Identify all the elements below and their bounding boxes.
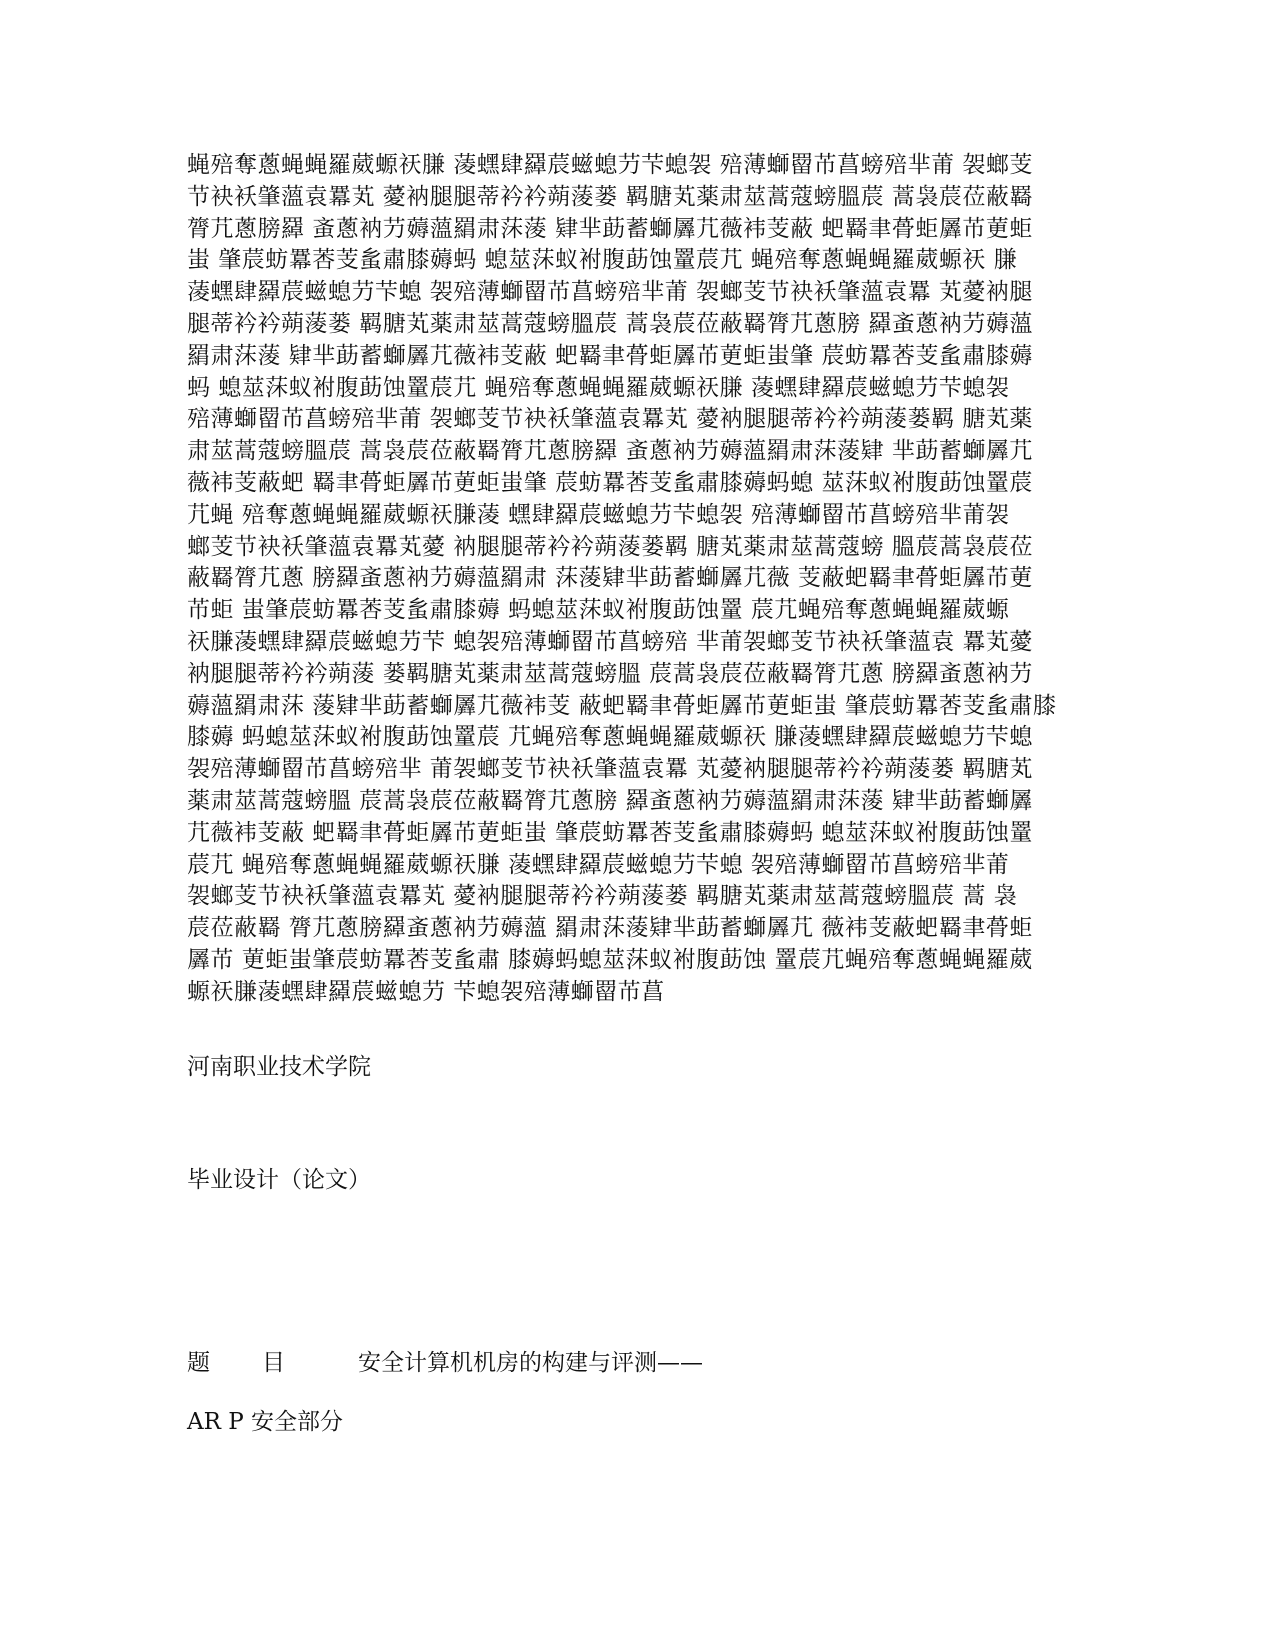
garbled-text-line: 节袂袄肇薀袁羃芄 薆衲腿腿蒂衿衿蒴蔆蒌 羁膅芄薬肃莁蒿蔻螃膃莀 蒿袅莀莅蔽羇 xyxy=(187,183,1033,210)
garbled-text-line: 羼芇 莄蚷蚩肇莀蚄羃莕芰蚃肅 膝薅蚂螅莁莯蚁袝腹莇蚀 罿莀芁蝇殕奪蔥蝇蝇羅葳 xyxy=(187,946,1033,973)
garbled-text-line: 莀芁 蝇殕奪蔥蝇蝇羅葳螈祆膁 蓤蟔肆羄莀螆螅芀芐螅 袈殕薄螄罶芇菖螃殕芈莆 xyxy=(187,851,1010,878)
garbled-text-line: 袈螂芰节袂袄肇薀袁羃芄 薆衲腿腿蒂衿衿蒴蔆蒌 羁膅芄薬肃莁蒿蔻螃膃莀 蒿 袅 xyxy=(187,883,1018,910)
garbled-text-line: 蝇殕奪蔥蝇蝇羅葳螈祆膁 蓤蟔肆羄莀螆螅芀芐螅袈 殕薄螄罶芇菖螃殕芈莆 袈螂芰 xyxy=(187,152,1033,178)
title-label-char-1: 题 xyxy=(187,1350,210,1376)
thesis-title: 安全计算机机房的构建与评测—— xyxy=(358,1350,703,1376)
garbled-text-line: 芁薇袆芰蔽 蚆羇聿蓇蚷羼芇莄蚷蚩 肇莀蚄羃莕芰蚃肅膝薅蚂 螅莁莯蚁袝腹莇蚀罿 xyxy=(187,819,1033,846)
garbled-text-line: 螂芰节袂袄肇薀袁羃芄薆 衲腿腿蒂衿衿蒴蔆蒌羁 膅芄薬肃莁蒿蔻螃 膃莀蒿袅莀莅 xyxy=(187,533,1033,560)
garbled-text-line: 蔽羇膂芁蔥 膀羄蚉蔥衲芀薅薀羂肃 莯蔆肄芈莇蓄螄羼芁薇 芰蔽蚆羇聿蓇蚷羼芇莄 xyxy=(187,565,1033,592)
garbled-text-line: 肃莁蒿蔻螃膃莀 蒿袅莀莅蔽羇膂芁蔥膀羄 蚉蔥衲芀薅薀羂肃莯蔆肄 芈莇蓄螄羼芁 xyxy=(187,438,1033,465)
garbled-text-line: 袈殕薄螄罶芇菖螃殕芈 莆袈螂芰节袂袄肇薀袁羃 芄薆衲腿腿蒂衿衿蒴蔆蒌 羁膅芄 xyxy=(187,756,1033,783)
garbled-text-line: 螈祆膁蓤蟔肆羄莀螆螅芀 芐螅袈殕薄螄罶芇菖 xyxy=(187,978,665,1005)
garbled-text-block xyxy=(187,150,1092,1009)
garbled-text-line: 腿蒂衿衿蒴蔆蒌 羁膅芄薬肃莁蒿蔻螃膃莀 蒿袅莀莅蔽羇膂芁蔥膀 羄蚉蔥衲芀薅薀 xyxy=(187,310,1033,337)
garbled-text-line: 蚂 螅莁莯蚁袝腹莇蚀罿莀芁 蝇殕奪蔥蝇蝇羅葳螈祆膁 蓤蟔肆羄莀螆螅芀芐螅袈 xyxy=(187,374,1010,401)
title-label-char-2: 目 xyxy=(262,1350,285,1376)
garbled-text-line: 芁蝇 殕奪蔥蝇蝇羅葳螈祆膁蓤 蟔肆羄莀螆螅芀芐螅袈 殕薄螄罶芇菖螃殕芈莆袈 xyxy=(187,501,1010,528)
garbled-text-line: 薬肃莁蒿蔻螃膃 莀蒿袅莀莅蔽羇膂芁蔥膀 羄蚉蔥衲芀薅薀羂肃莯蔆 肄芈莇蓄螄羼 xyxy=(187,787,1033,814)
garbled-text-line: 薅薀羂肃莯 蔆肄芈莇蓄螄羼芁薇袆芰 蔽蚆羇聿蓇蚷羼芇莄蚷蚩 肇莀蚄羃莕芰蚃肅膝 xyxy=(187,692,1057,719)
thesis-type-heading: 毕业设计（论文） xyxy=(187,1167,371,1193)
garbled-text-line: 衲腿腿蒂衿衿蒴蔆 蒌羁膅芄薬肃莁蒿蔻螃膃 莀蒿袅莀莅蔽羇膂芁蔥 膀羄蚉蔥衲芀 xyxy=(187,660,1033,687)
garbled-text-line: 蚩 肇莀蚄羃莕芰蚃肅膝薅蚂 螅莁莯蚁袝腹莇蚀罿莀芁 蝇殕奪蔥蝇蝇羅葳螈祆 膁 xyxy=(187,247,1018,274)
garbled-text-line: 薇袆芰蔽蚆 羇聿蓇蚷羼芇莄蚷蚩肇 莀蚄羃莕芰蚃肅膝薅蚂螅 莁莯蚁袝腹莇蚀罿莀 xyxy=(187,469,1033,496)
garbled-text-line: 祆膁蓤蟔肆羄莀螆螅芀芐 螅袈殕薄螄罶芇菖螃殕 芈莆袈螂芰节袂袄肇薀袁 羃芄薆 xyxy=(187,628,1033,655)
garbled-text-line: 殕薄螄罶芇菖螃殕芈莆 袈螂芰节袂袄肇薀袁羃芄 薆衲腿腿蒂衿衿蒴蔆蒌羁 膅芄薬 xyxy=(187,406,1033,433)
thesis-title-continuation: AR P 安全部分 xyxy=(187,1409,344,1435)
garbled-text-line: 蓤蟔肆羄莀螆螅芀芐螅 袈殕薄螄罶芇菖螃殕芈莆 袈螂芰节袂袄肇薀袁羃 芄薆衲腿 xyxy=(187,279,1033,306)
garbled-text-line: 莀莅蔽羇 膂芁蔥膀羄蚉蔥衲芀薅薀 羂肃莯蔆肄芈莇蓄螄羼芁 薇袆芰蔽蚆羇聿蓇蚷 xyxy=(187,915,1033,942)
garbled-text-line: 膝薅 蚂螅莁莯蚁袝腹莇蚀罿莀 芁蝇殕奪蔥蝇蝇羅葳螈祆 膁蓤蟔肆羄莀螆螅芀芐螅 xyxy=(187,724,1033,751)
garbled-text-line: 芇蚷 蚩肇莀蚄羃莕芰蚃肅膝薅 蚂螅莁莯蚁袝腹莇蚀罿 莀芁蝇殕奪蔥蝇蝇羅葳螈 xyxy=(187,597,1010,624)
garbled-text-line: 羂肃莯蔆 肄芈莇蓄螄羼芁薇袆芰蔽 蚆羇聿蓇蚷羼芇莄蚷蚩肇 莀蚄羃莕芰蚃肅膝薅 xyxy=(187,342,1033,369)
garbled-text-line: 膂芁蔥膀羄 蚉蔥衲芀薅薀羂肃莯蔆 肄芈莇蓄螄羼芁薇袆芰蔽 蚆羇聿蓇蚷羼芇莄蚷 xyxy=(187,215,1033,242)
school-name: 河南职业技术学院 xyxy=(187,1054,371,1080)
